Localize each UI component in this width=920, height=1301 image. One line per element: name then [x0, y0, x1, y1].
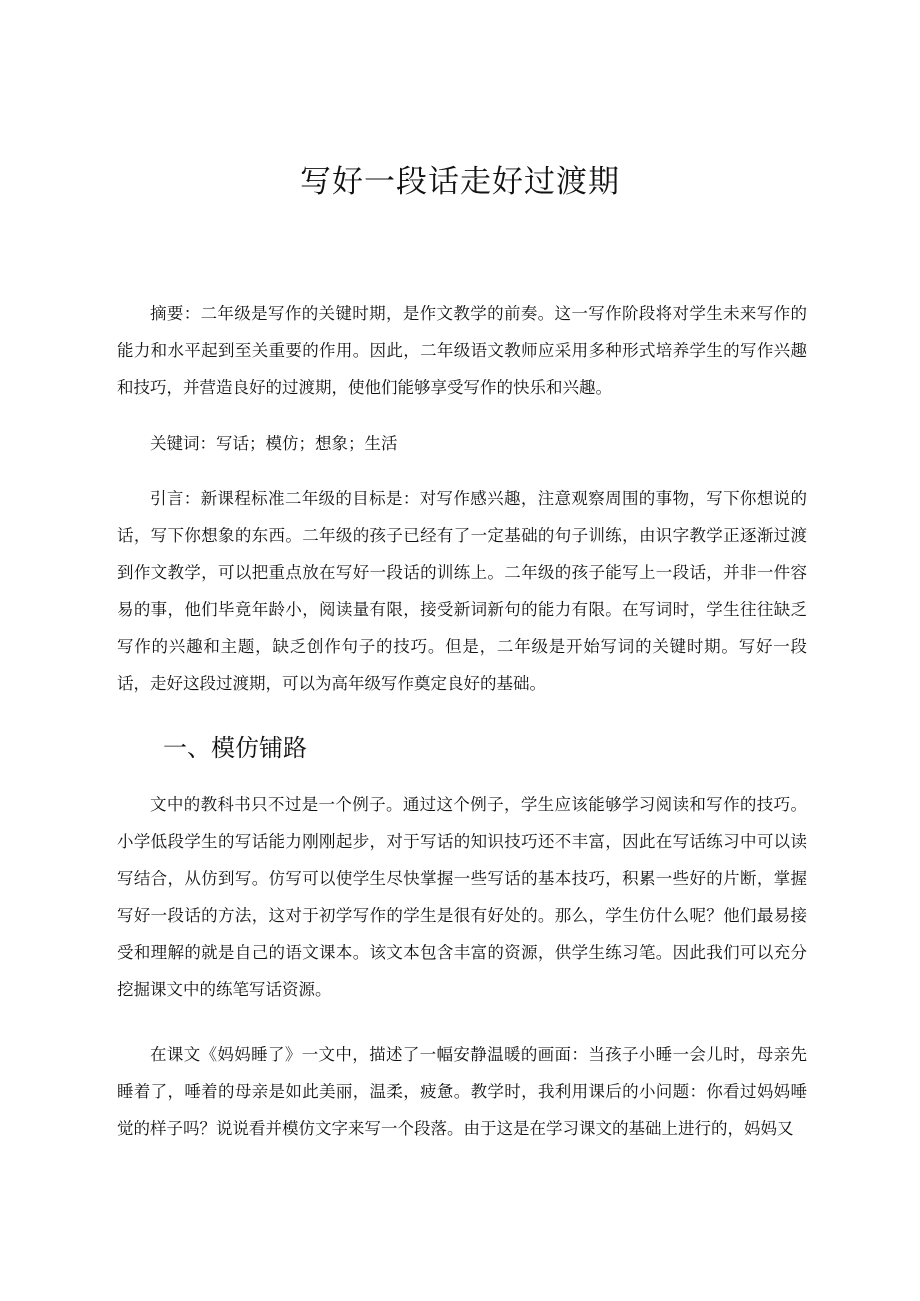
section-paragraph: 文中的教科书只不过是一个例子。通过这个例子，学生应该能够学习阅读和写作的技巧。小学低段学生的写话能力刚刚起步，对于写话的知识技巧还不丰富，因此在写话练习中可以读写结合，从仿到写。仿写可以使学生尽快掌握一些写话的基本技巧，积累一些好的片断，掌握写好一段话的方法，这对于初学写作的学生是很有好处的。那么，学生仿什么呢？他们最易接受和理解的就是自己的语文课本。该文本包含丰富的资源，供学生练习笔。因此我们可以充分挖掘课文中的练笔写话资源。: [117, 795, 807, 999]
keywords-paragraph: 关键词：写话；模仿；想象；生活: [150, 434, 398, 453]
section-heading: 一、模仿铺路: [163, 734, 307, 762]
section-paragraph: 在课文《妈妈睡了》一文中，描述了一幅安静温暖的画面：当孩子小睡一会儿时，母亲先睡着了，唾着的母亲是如此美丽，温柔，疲惫。教学时，我利用课后的小问题：你看过妈妈唾觉的样子吗？说说看并模仿文字来写一个段落。由于这是在学习课文的基础上进行的，妈妈又: [117, 1045, 807, 1138]
introduction-paragraph: 引言：新课程标准二年级的目标是：对写作感兴趣，注意观察周围的事物，写下你想说的话，写下你想象的东西。二年级的孩子已经有了一定基础的句子训练，由识字教学正逐渐过渡到作文教学，可以把重点放在写好一段话的训练上。二年级的孩子能写上一段话，并非一件容易的事，他们毕竟年龄小，阅读量有限，接受新词新句的能力有限。在写词时，学生往往缺乏写作的兴趣和主题，缺乏创作句子的技巧。但是，二年级是开始写词的关键时期。写好一段话，走好这段过渡期，可以为高年级写作奠定良好的基础。: [117, 489, 807, 693]
document-title: 写好一段话走好过渡期: [300, 164, 620, 200]
abstract-paragraph: 摘要：二年级是写作的关键时期，是作文教学的前奏。这一写作阶段将对学生未来写作的能力和水平起到至关重要的作用。因此，二年级语文教师应采用多种形式培养学生的写作兴趣和技巧，并营造良好的过渡期，使他们能够享受写作的快乐和兴趣。: [117, 304, 807, 397]
